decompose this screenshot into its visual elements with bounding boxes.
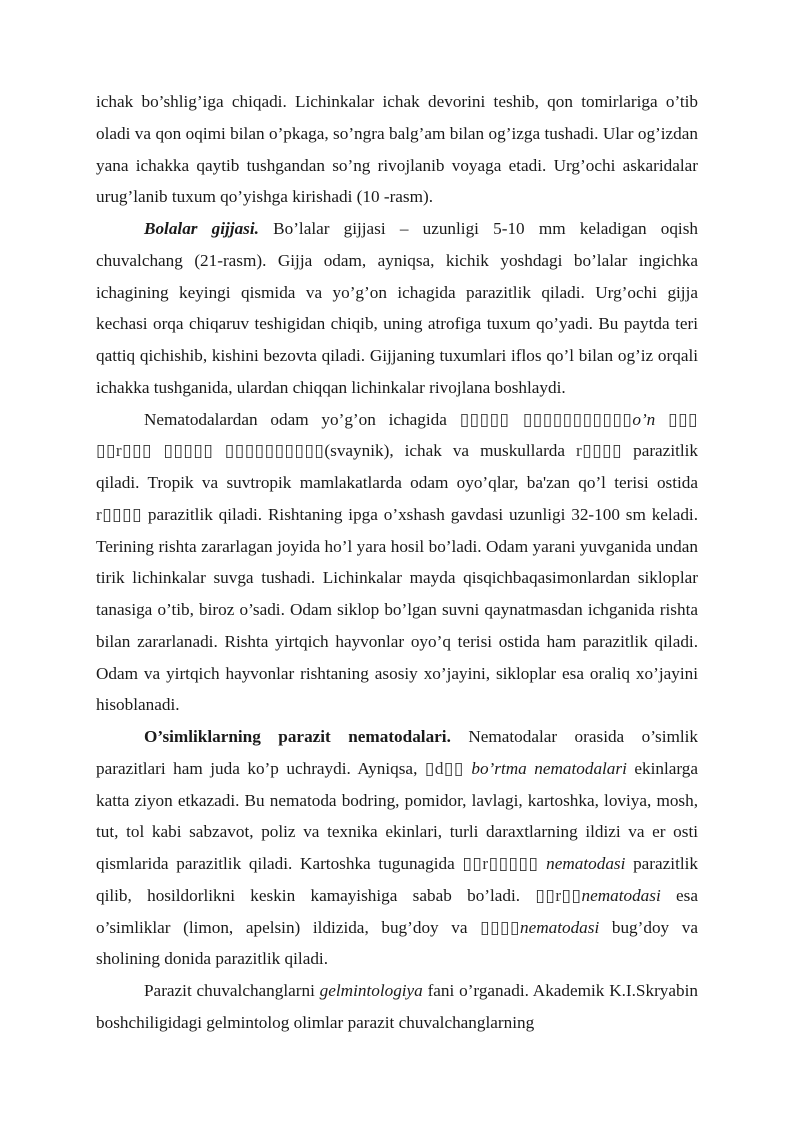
- text-run: ▯▯▯▯: [480, 917, 520, 937]
- text-run: ▯▯r▯▯: [535, 885, 582, 905]
- section-heading: O’simliklarning parazit nematodalari.: [144, 727, 451, 746]
- text-run: ichak bo’shlig’iga chiqadi. Lichinkalar ichak devorini teshib, qon tomirlariga o’tib oladi va qon oqimi bilan o’pkaga, so’ngra balg’am bilan og’izga tushadi. Ular og’izdan yana ichakka qaytib tushgandan so’ng rivojlanib voyaga etadi. Urg’ochi askaridalar urug’lanib tuxum qo’yishga kirishadi (10 -rasm).: [96, 92, 698, 207]
- text-run: fani o’rganadi. Akademik K.I.Skryabin boshchiligidagi gelmintolog olimlar parazit chuvalchanglarning: [96, 981, 698, 1032]
- text-run: parazitlik qiladi. Tropik va suvtropik mamlakatlarda odam oyo’qlar, ba'zan qo’l terisi ostida: [96, 441, 699, 492]
- paragraph: [96, 86, 698, 213]
- text-run: ▯▯▯▯▯ ▯▯▯▯▯▯▯▯▯▯▯: [459, 409, 633, 429]
- paragraph: [96, 213, 698, 404]
- text-run: gelmintologiya: [319, 981, 423, 1000]
- page-text: [96, 86, 698, 1039]
- text-run: o’n: [632, 409, 656, 429]
- text-run: [655, 410, 668, 429]
- section-heading: Bolalar gijjasi.: [144, 219, 259, 238]
- text-run: nematodasi: [546, 854, 626, 873]
- text-run: parazitlik qilib, hosildorlikni keskin kamayishiga sabab bo’ladi.: [96, 854, 698, 905]
- text-run: (svaynik), ichak va muskullarda: [324, 441, 577, 461]
- text-run: nematodasi: [519, 917, 600, 937]
- text-run: bo’rtma nematodalari: [471, 758, 627, 778]
- text-run: Parazit chuvalchanglarni: [144, 981, 320, 1000]
- text-run: ekinlarga katta ziyon etkazadi. Bu nematoda bodring, pomidor, lavlagi, kartoshka, loviya, mosh, tut, tol kabi sabzavot, poliz va texnika ekinlari, turli daraxtlarning ildizi va er osti qismlarida parazitlik qiladi. Kartoshka tugunagida: [96, 758, 699, 873]
- paragraph: [96, 721, 698, 975]
- text-run: Bo’lalar gijjasi – uzunligi 5-10 mm keladigan oqish chuvalchang (21-rasm). Gijja odam, ayniqsa, kichik yoshdagi bo’lalar ingichka ichagining keyingi qismida va yo’g’on ichagida parazitlik qiladi. Urg’ochi gijja kechasi orqa chiqaruv teshigidan chiqib, uning atrofiga tuxum qo’yadi. Bu paytda teri qattiq qichishib, kishini bezovta qiladi. Gijjaning tuxumlari iflos qo’l bilan og’iz orqali ichakka tushganida, ulardan chiqqan lichinkalar rivojlana boshlaydi.: [96, 219, 698, 397]
- text-run: esa o’simliklar (limon, apelsin) ildizida, bug’doy va: [96, 885, 698, 937]
- paragraph: [96, 404, 698, 722]
- text-run: r▯▯▯▯: [96, 504, 143, 524]
- text-run: r▯▯▯▯: [576, 441, 623, 461]
- text-run: [538, 854, 546, 873]
- paragraph: [96, 975, 698, 1039]
- text-run: nematodasi: [581, 885, 661, 905]
- text-run: ▯▯r▯▯▯▯▯: [462, 854, 539, 873]
- text-run: ▯▯▯ ▯▯r▯▯▯ ▯▯▯▯▯ ▯▯▯▯▯▯▯▯▯▯: [96, 409, 698, 461]
- text-run: bug’doy va sholining donida parazitlik qiladi.: [96, 917, 699, 969]
- text-run: parazitlik qiladi. Rishtaning ipga o’xshash gavdasi uzunligi 32-100 sm keladi. Terining rishta zararlagan joyida ho’l yara hosil bo’ladi. Odam yarani yuvganida undan tirik lichinkalar suvga tushadi. Lichinkalar mayda qisqichbaqasimonlardan sikloplar tanasiga o’tib, biroz o’sadi. Odam siklop bo’lgan suvni qaynatmasdan ichganida rishta bilan zararlanadi. Rishta yirtqich hayvonlar oyo’q terisi ostida ham parazitlik qiladi. Odam va yirtqich hayvonlar rishtaning asosiy xo’jayini, sikloplar esa oraliq xo’jayini hisoblanadi.: [96, 504, 698, 715]
- text-run: ▯d▯▯: [424, 758, 464, 778]
- text-run: Nematodalar orasida o’simlik parazitlari ham juda ko’p uchraydi. Ayniqsa,: [96, 727, 698, 778]
- text-run: Nematodalardan odam yo’g’on ichagida: [144, 409, 460, 429]
